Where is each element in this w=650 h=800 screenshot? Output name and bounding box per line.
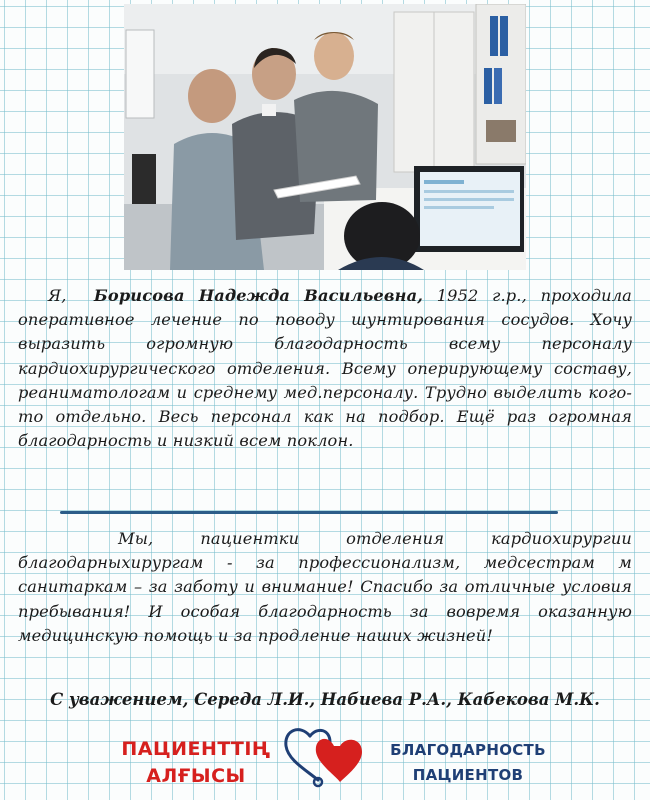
brand-kz-line2: АЛҒЫСЫ bbox=[146, 765, 246, 787]
divider-line bbox=[60, 511, 558, 514]
heart-stethoscope-icon bbox=[280, 722, 366, 788]
letter1-text: 1952 г.р., проходила оперативное лечение по поводу шунтирования сосудов. Хочу выразить огромную благодарность всему персоналу кардиохирургического отделения. Всему оперирующему составу, реаниматологам и среднему мед.персоналу. Трудно выделить кого-то отдельно. Весь персонал как на подбор. Ещё раз огромная благодарность и низкий всем поклон. bbox=[18, 286, 632, 451]
medical-staff-photo bbox=[124, 4, 526, 270]
patient-letter-2 bbox=[18, 527, 632, 648]
brand-title-kz bbox=[108, 736, 284, 790]
brand-ru-line2: ПАЦИЕНТОВ bbox=[412, 766, 524, 784]
letter1-intro: Я, bbox=[48, 286, 67, 305]
brand-kz-line1: ПАЦИЕНТТІҢ bbox=[121, 738, 271, 760]
brand-title-ru bbox=[370, 738, 566, 788]
letter2-text: Мы, пациентки отделения кардиохирургии благодарныхирургам - за профессионализм, медсестрам м санитаркам – за заботу и внимание! Спасибо за отличные условия пребывания! И особая благодарность за вовремя оказанную медицинскую помощь и за продление наших жизней! bbox=[18, 529, 632, 645]
brand-ru-line1: БЛАГОДАРНОСТЬ bbox=[390, 741, 546, 759]
patient-letter-1 bbox=[18, 284, 632, 453]
signature: С уважением, Середа Л.И., Набиева Р.А., Кабекова М.К. bbox=[50, 690, 600, 709]
patient-name: Борисова Надежда Васильевна, bbox=[93, 286, 424, 305]
